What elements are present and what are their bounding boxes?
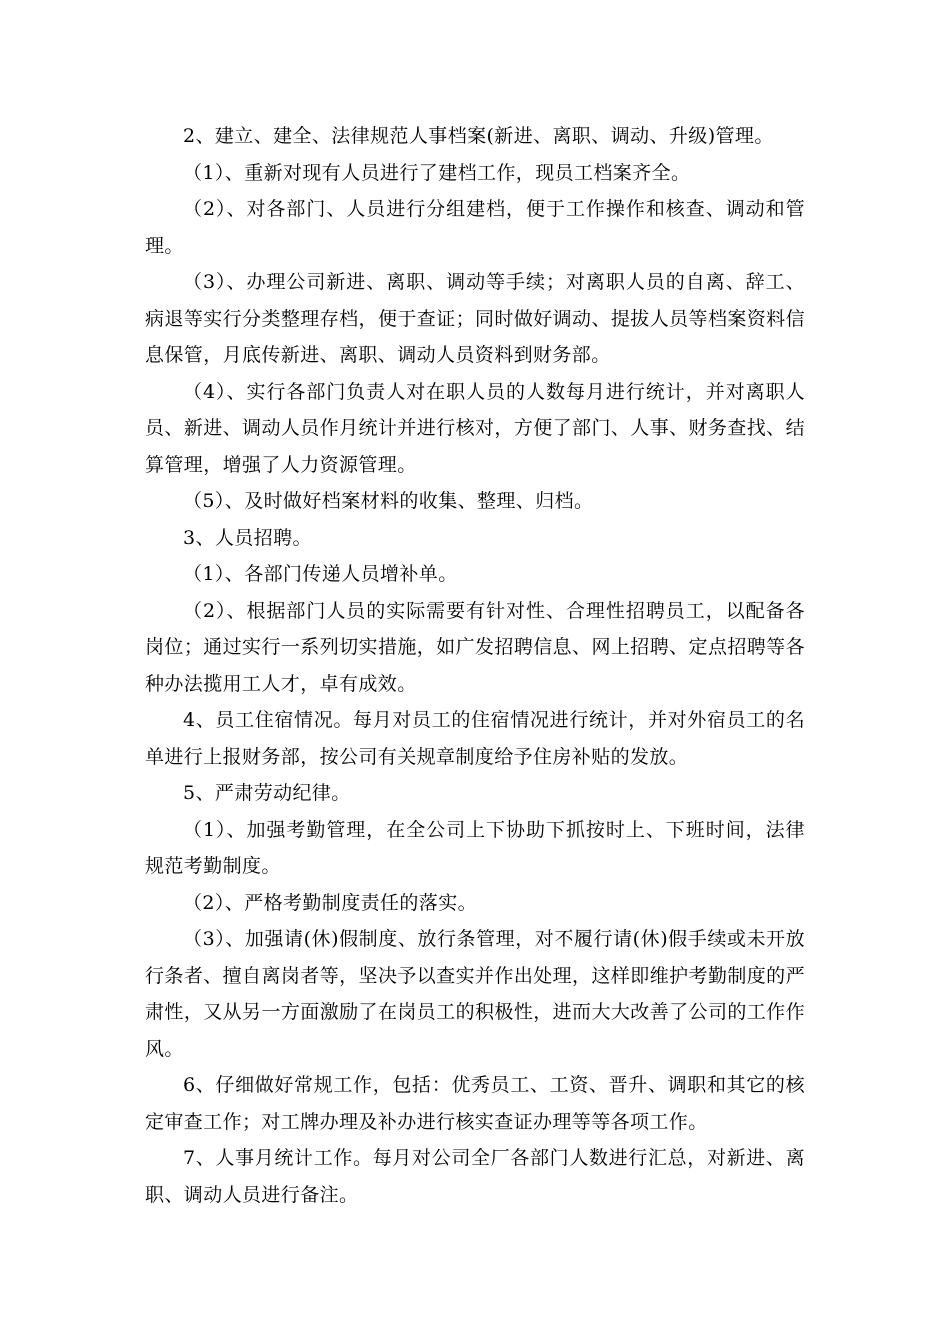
- paragraph-discipline-item-1: （1）、加强考勤管理，在全公司上下协助下抓按时上、下班时间，法律规范考勤制度。: [145, 818, 805, 877]
- paragraph-archive-item-3: （3）、办理公司新进、离职、调动等手续；对离职人员的自离、辞工、病退等实行分类整理存档，便于查证；同时做好调动、提拔人员等档案资料信息保管，月底传新进、离职、调动人员资料到财务部。: [145, 271, 805, 366]
- paragraph-discipline-item-2: （2）、严格考勤制度责任的落实。: [183, 891, 477, 914]
- paragraph-archive-item-4: （4）、实行各部门负责人对在职人员的人数每月进行统计，并对离职人员、新进、调动人员作月统计并进行核对，方便了部门、人事、财务查找、结算管理，增强了人力资源管理。: [145, 380, 805, 476]
- paragraph-accommodation: 4、员工住宿情况。每月对员工的住宿情况进行统计，并对外宿员工的名单进行上报财务部，按公司有关规章制度给予住房补贴的发放。: [145, 709, 805, 768]
- paragraph-routine-work: 6、仔细做好常规工作，包括：优秀员工、工资、晋升、调职和其它的核定审查工作；对工牌办理及补办进行核实查证办理等等各项工作。: [145, 1074, 805, 1133]
- paragraph-monthly-statistics: 7、人事月统计工作。每月对公司全厂各部门人数进行汇总，对新进、离职、调动人员进行备注。: [145, 1147, 805, 1206]
- paragraph-recruitment-item-2: （2）、根据部门人员的实际需要有针对性、合理性招聘员工，以配备各岗位；通过实行一系列切实措施，如广发招聘信息、网上招聘、定点招聘等各种办法揽用工人才，卓有成效。: [145, 599, 805, 695]
- paragraph-recruitment: 3、人员招聘。: [183, 526, 312, 549]
- paragraph-labor-discipline: 5、严肃劳动纪律。: [183, 782, 351, 804]
- paragraph-archive-management: 2、建立、建全、法律规范人事档案(新进、离职、调动、升级)管理。: [183, 125, 774, 147]
- paragraph-recruitment-item-1: （1）、各部门传递人员增补单。: [183, 563, 458, 585]
- document-body: [145, 118, 805, 1213]
- paragraph-archive-item-5: （5）、及时做好档案材料的收集、整理、归档。: [183, 490, 594, 512]
- paragraph-archive-item-1: （1）、重新对现有人员进行了建档工作，现员工档案齐全。: [183, 161, 691, 184]
- paragraph-archive-item-2: （2）、对各部门、人员进行分组建档，便于工作操作和核查、调动和管理。: [145, 198, 805, 257]
- paragraph-discipline-item-3: （3）、加强请(休)假制度、放行条管理，对不履行请(休)假手续或未开放行条者、擅自离岗者等，坚决予以查实并作出处理，这样即维护考勤制度的严肃性，又从另一方面激励了在岗员工的积极性，进而大大改善了公司的工作作风。: [145, 928, 805, 1060]
